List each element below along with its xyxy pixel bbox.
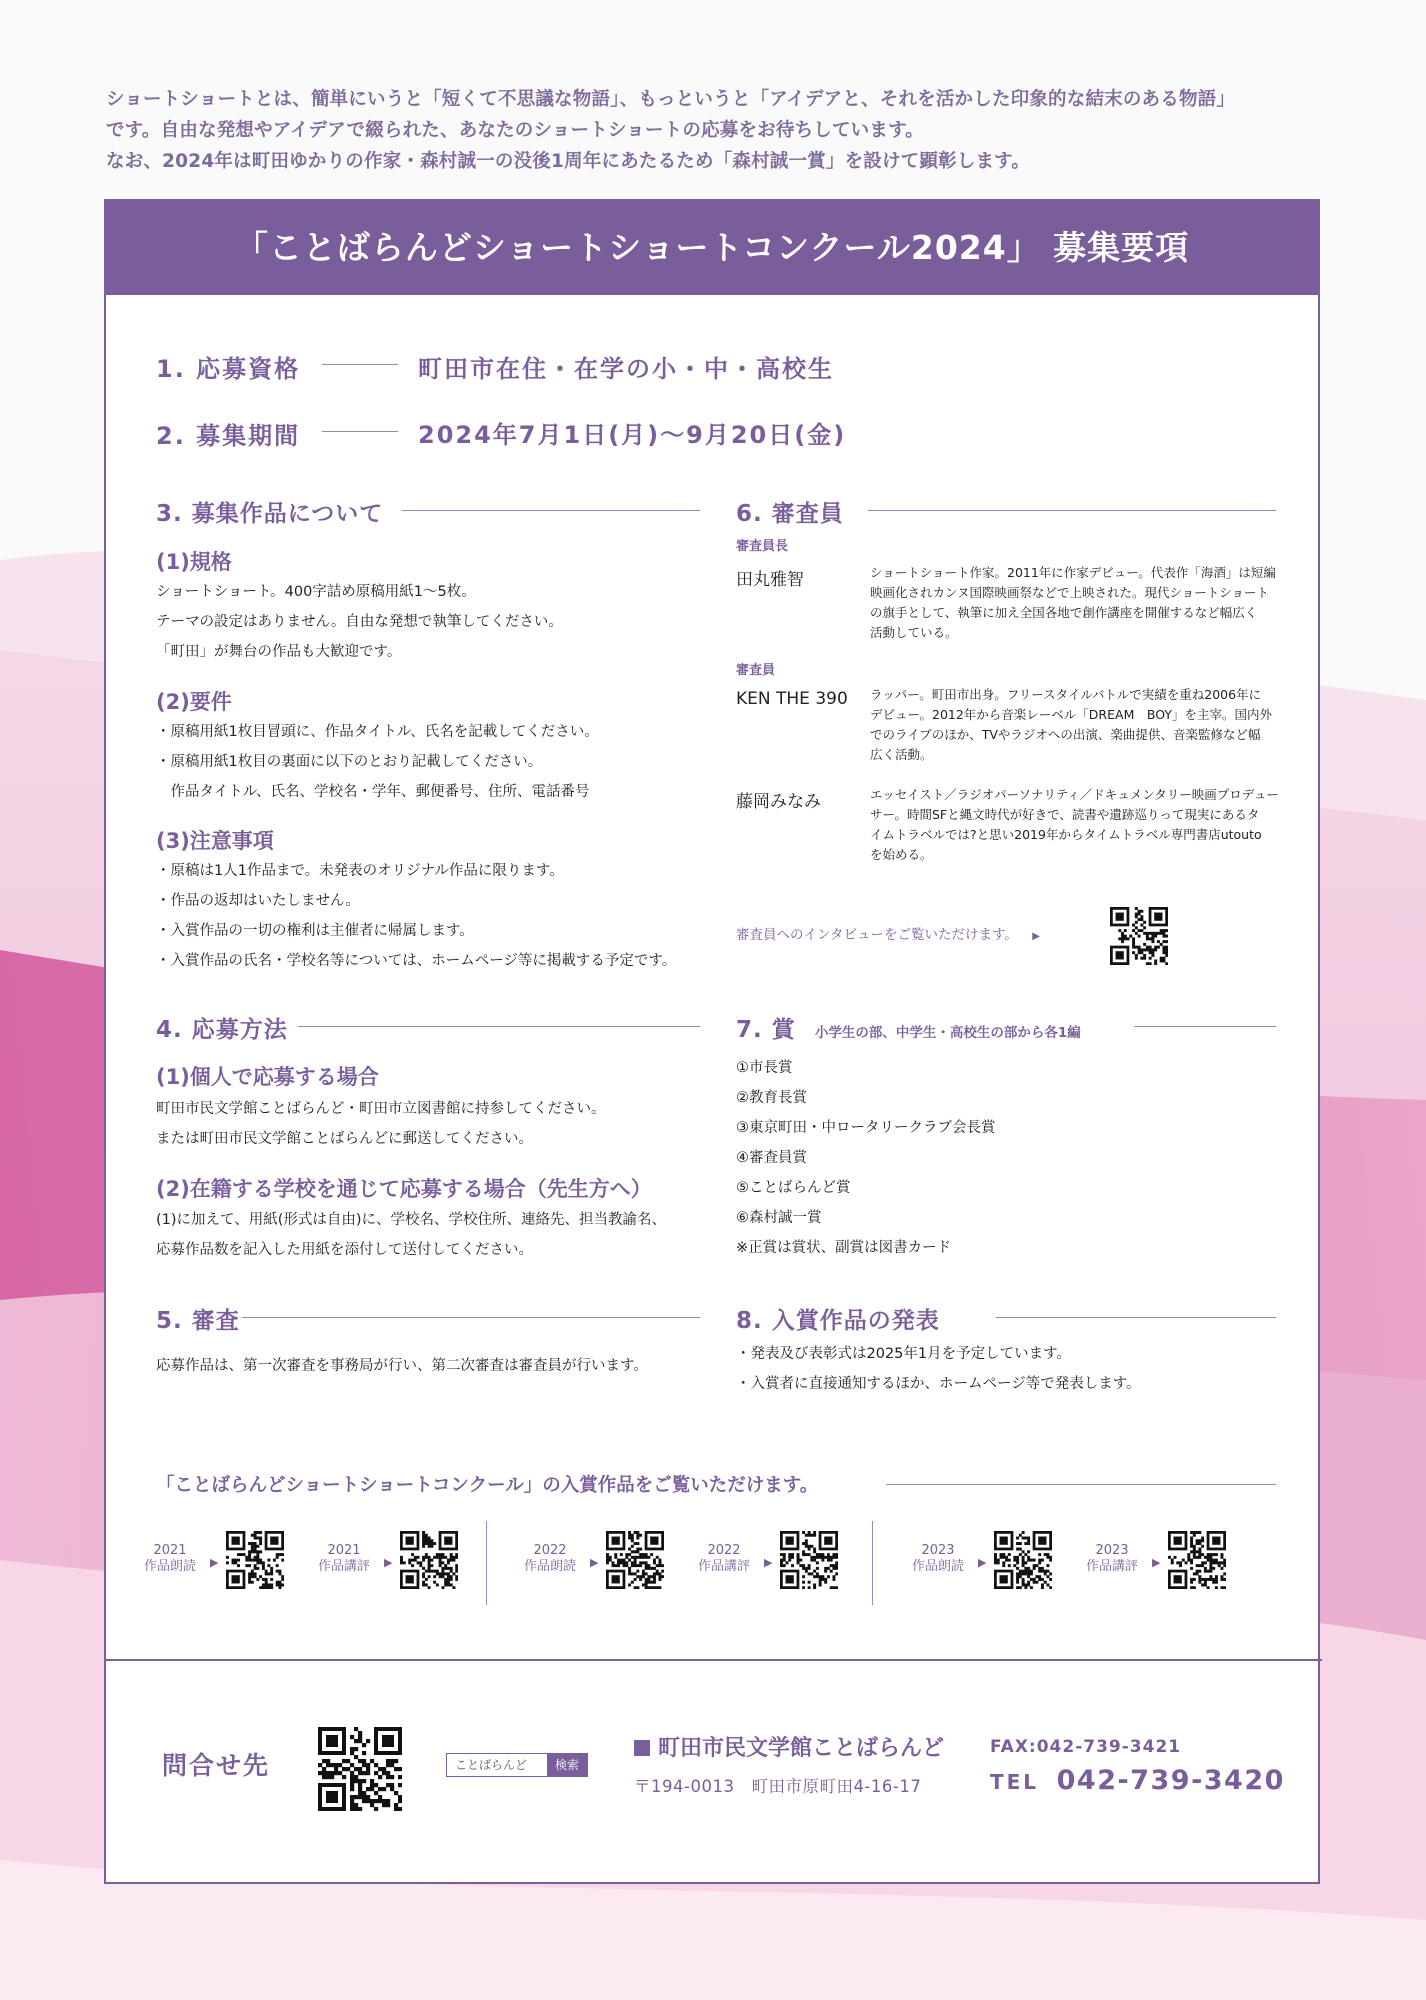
notes-line: ・原稿は1人1作品まで。未発表のオリジナル作品に限ります。: [156, 863, 564, 879]
square-icon: [634, 1740, 650, 1756]
past-work-label: [304, 1543, 384, 1575]
divider-line: [402, 510, 700, 511]
announce-title: 8. 入賞作品の発表: [736, 1308, 940, 1334]
announce-line: ・発表及び表彰式は2025年1月を予定しています。: [736, 1346, 1071, 1362]
past-work-label: [898, 1543, 978, 1575]
period-label: 2. 募集期間: [156, 422, 301, 450]
banner-title: 「ことばらんどショートショートコンクール2024」 募集要項: [106, 201, 1318, 295]
requirements-body: [156, 717, 716, 807]
notes-line: ・入賞作品の一切の権利は主催者に帰属します。: [156, 923, 474, 939]
divider-line: [996, 1317, 1276, 1318]
past-work-kind: 作品講評: [317, 1559, 370, 1574]
past-work-year: 2021: [153, 1543, 187, 1558]
spec-line: 「町田」が舞台の作品も大歓迎です。: [156, 644, 402, 660]
group-divider: [872, 1521, 873, 1605]
spec-line: ショートショート。400字詰め原稿用紙1～5枚。: [156, 584, 476, 600]
interview-text: 審査員へのインタビューをご覧いただけます。: [736, 927, 1018, 943]
announce-line: ・入賞者に直接通知するほか、ホームページ等で発表します。: [736, 1376, 1141, 1392]
school-title: (2)在籍する学校を通じて応募する場合（先生方へ）: [156, 1177, 652, 1201]
school-body: [156, 1205, 736, 1265]
bio-line: ショートショート作家。2011年に作家デビュー。代表作「海酒」は短編: [870, 565, 1276, 580]
bio-line: エッセイスト／ラジオパーソナリティ／ドキュメンタリー映画プロデュー: [870, 787, 1279, 802]
contact-qr-code[interactable]: [318, 1727, 402, 1815]
past-work-year: 2023: [921, 1543, 955, 1558]
bio-line: を始める。: [870, 847, 933, 862]
divider-line: [322, 364, 398, 365]
eligibility-value: 町田市在住・在学の小・中・高校生: [418, 355, 834, 383]
intro-line: ショートショートとは、簡単にいうと「短くて不思議な物語」、もっというと「アイデアと、それを活かした印象的な結末のある物語」: [106, 89, 1236, 110]
interview-link[interactable]: [736, 923, 1040, 943]
past-work-year: 2022: [707, 1543, 741, 1558]
org-name: 町田市民文学館ことばらんど: [658, 1736, 945, 1761]
past-work-qr-code[interactable]: [400, 1531, 458, 1593]
intro-line: です。自由な発想やアイデアで綴られた、あなたのショートショートの応募をお待ちしています。: [106, 120, 924, 141]
spec-title: (1)規格: [156, 550, 232, 574]
search-button[interactable]: 検索: [547, 1754, 587, 1776]
tel-label: TEL: [990, 1770, 1040, 1794]
notes-line: ・作品の返却はいたしません。: [156, 893, 360, 909]
triangle-right-icon: ▶: [210, 1556, 219, 1569]
spec-body: [156, 577, 716, 667]
interview-qr-code[interactable]: [1110, 907, 1168, 969]
divider-line: [242, 1317, 700, 1318]
award-item: ⑤ことばらんど賞: [736, 1180, 851, 1196]
divider-line: [868, 510, 1276, 511]
past-work-qr-code[interactable]: [226, 1531, 284, 1593]
past-work-label: [510, 1543, 590, 1575]
school-line: 応募作品数を記入した用紙を添付して送付してください。: [156, 1242, 533, 1258]
apply-title: 4. 応募方法: [156, 1017, 288, 1043]
triangle-right-icon: ▶: [590, 1556, 599, 1569]
judge-bio: [870, 563, 1290, 643]
bio-line: の旗手として、執筆に加え全国各地で創作講座を開催するなど幅広く: [870, 605, 1258, 620]
past-work-qr-code[interactable]: [606, 1531, 664, 1593]
school-line: (1)に加えて、用紙(形式は自由)に、学校名、学校住所、連絡先、担当教諭名、: [156, 1212, 667, 1228]
works-title: 3. 募集作品について: [156, 501, 384, 527]
qr-code-icon: [1110, 907, 1168, 965]
eligibility-label: 1. 応募資格: [156, 355, 301, 383]
past-work-kind: 作品講評: [1085, 1559, 1138, 1574]
past-work-label: [684, 1543, 764, 1575]
review-text: 応募作品は、第一次審査を事務局が行い、第二次審査は審査員が行います。: [156, 1358, 648, 1374]
contact-divider: [106, 1659, 1322, 1661]
past-work-kind: 作品講評: [697, 1559, 750, 1574]
past-work-label: [130, 1543, 210, 1575]
search-query: ことばらんど: [455, 1758, 528, 1772]
contact-label: 問合せ先: [162, 1751, 271, 1780]
group-divider: [486, 1521, 487, 1605]
announce-body: [736, 1339, 1296, 1399]
award-item: ②教育長賞: [736, 1090, 807, 1106]
award-item: ④審査員賞: [736, 1150, 807, 1166]
past-work-qr-code[interactable]: [1168, 1531, 1226, 1593]
award-item: ③東京町田・中ロータリークラブ会長賞: [736, 1120, 996, 1136]
requirements-line: ・原稿用紙1枚目冒頭に、作品タイトル、氏名を記載してください。: [156, 724, 599, 740]
past-work-year: 2023: [1095, 1543, 1129, 1558]
bio-line: 活動している。: [870, 625, 958, 640]
past-work-kind: 作品朗読: [523, 1559, 576, 1574]
org-name-block: [634, 1731, 944, 1762]
bio-line: サー。時間SFと縄文時代が好きで、読書や遺跡巡りって現実にあるタ: [870, 807, 1260, 822]
divider-line: [1134, 1026, 1276, 1027]
qr-code-icon: [318, 1727, 402, 1811]
qr-code-icon: [606, 1531, 664, 1589]
judge-name: 藤岡みなみ: [736, 792, 821, 812]
judge-role: 審査員: [736, 663, 776, 678]
qr-code-icon: [1168, 1531, 1226, 1589]
qr-code-icon: [226, 1531, 284, 1589]
bio-line: デビュー。2012年から音楽レーベル「DREAM BOY」を主宰。国内外: [870, 707, 1273, 722]
divider-line: [298, 1026, 700, 1027]
guidelines-card: [104, 199, 1320, 1884]
requirements-line: 作品タイトル、氏名、学校名・学年、郵便番号、住所、電話番号: [156, 784, 590, 800]
chief-judge-role: 審査員長: [736, 539, 789, 554]
award-item: ①市長賞: [736, 1060, 793, 1076]
bio-line: ラッパー。町田市出身。フリースタイルバトルで実績を重ね2006年に: [870, 687, 1262, 702]
qr-code-icon: [400, 1531, 458, 1589]
review-title: 5. 審査: [156, 1308, 240, 1334]
notes-body: [156, 856, 736, 976]
triangle-right-icon: ▶: [764, 1556, 773, 1569]
divider-line: [886, 1484, 1276, 1485]
awards-list: [736, 1053, 1276, 1263]
past-work-year: 2021: [327, 1543, 361, 1558]
individual-line: 町田市民文学館ことばらんど・町田市立図書館に持参してください。: [156, 1101, 606, 1117]
divider-line: [322, 431, 398, 432]
award-item: ⑥森村誠一賞: [736, 1210, 822, 1226]
judge-bio: [870, 685, 1290, 765]
notes-title: (3)注意事項: [156, 829, 274, 853]
bio-line: 映画化されカンヌ国際映画祭などで上映された。現代ショートショート: [870, 585, 1270, 600]
triangle-right-icon: ▶: [384, 1556, 393, 1569]
triangle-right-icon: ▶: [1032, 931, 1040, 942]
triangle-right-icon: ▶: [1152, 1556, 1161, 1569]
bio-line: でのライブのほか、TVやラジオへの出演、楽曲提供、音楽監修など幅: [870, 727, 1261, 742]
past-work-label: [1072, 1543, 1152, 1575]
past-work-kind: 作品朗読: [143, 1559, 196, 1574]
individual-title: (1)個人で応募する場合: [156, 1065, 379, 1089]
qr-code-icon: [780, 1531, 838, 1589]
fax-number: FAX:042-739-3421: [990, 1737, 1182, 1757]
judge-name: KEN THE 390: [736, 689, 848, 709]
past-work-qr-code[interactable]: [780, 1531, 838, 1593]
past-work-year: 2022: [533, 1543, 567, 1558]
bio-line: イムトラベルでは?と思い2019年からタイムトラベル専門書店utouto: [870, 827, 1262, 842]
org-address: 〒194-0013 町田市原町田4-16-17: [634, 1777, 922, 1796]
intro-text: [106, 84, 1346, 177]
past-work-kind: 作品朗読: [911, 1559, 964, 1574]
past-work-qr-code[interactable]: [994, 1531, 1052, 1593]
award-item: ※正賞は賞状、副賞は図書カード: [736, 1240, 952, 1256]
judge-name: 田丸雅智: [736, 570, 804, 590]
awards-header: [736, 1011, 1081, 1044]
intro-line: なお、2024年は町田ゆかりの作家・森村誠一の没後1周年にあたるため「森村誠一賞」を設けて顕彰します。: [106, 151, 1031, 172]
individual-line: または町田市民文学館ことばらんどに郵送してください。: [156, 1131, 533, 1147]
bio-line: 広く活動。: [870, 747, 933, 762]
requirements-line: ・原稿用紙1枚目の裏面に以下のとおり記載してください。: [156, 754, 543, 770]
awards-title: 7. 賞: [736, 1017, 796, 1043]
notes-line: ・入賞作品の氏名・学校名等については、ホームページ等に掲載する予定です。: [156, 953, 677, 969]
tel-block: [990, 1765, 1285, 1796]
requirements-title: (2)要件: [156, 690, 232, 714]
tel-number: 042-739-3420: [1056, 1765, 1285, 1796]
search-widget[interactable]: [446, 1753, 588, 1777]
judge-bio: [870, 785, 1290, 865]
individual-body: [156, 1094, 736, 1154]
period-value: 2024年7月1日(月)～9月20日(金): [418, 421, 847, 449]
qr-code-icon: [994, 1531, 1052, 1589]
judges-title: 6. 審査員: [736, 501, 844, 527]
past-title: 「ことばらんどショートショートコンクール」の入賞作品をご覧いただけます。: [156, 1475, 819, 1496]
triangle-right-icon: ▶: [978, 1556, 987, 1569]
spec-line: テーマの設定はありません。自由な発想で執筆してください。: [156, 614, 563, 630]
awards-note: 小学生の部、中学生・高校生の部から各1編: [814, 1025, 1081, 1041]
